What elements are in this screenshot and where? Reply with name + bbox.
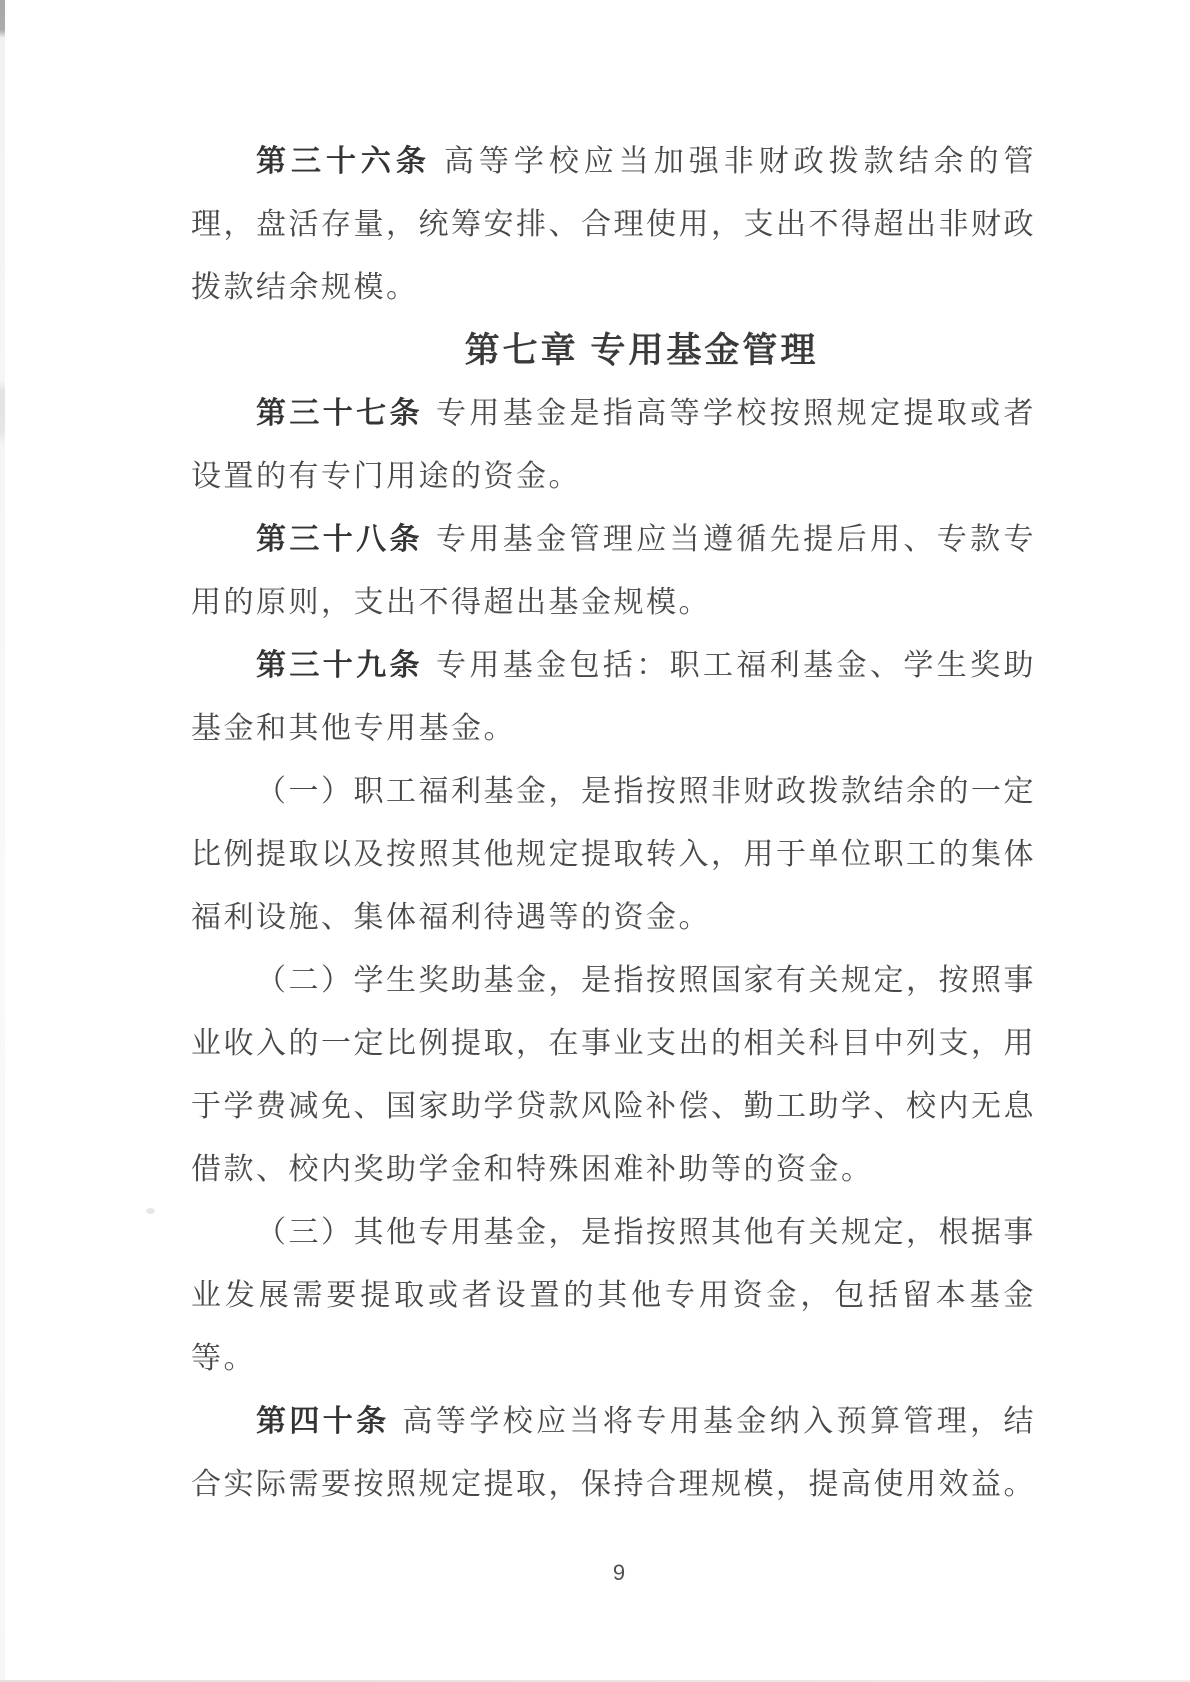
article-number: 第三十六条 [256, 145, 431, 178]
scan-speck [146, 1208, 155, 1214]
list-item-paragraph [191, 949, 1036, 1201]
article-paragraph [191, 634, 1036, 760]
article-paragraph [191, 508, 1036, 634]
article-text: 高等学校应当将专用基金纳入预算管理，结合实际需要按照规定提取，保持合理规模，提高使用效益。 [191, 1405, 1037, 1501]
article-paragraph [191, 382, 1036, 508]
list-item-paragraph [191, 1201, 1036, 1390]
article-text: 专用基金包括：职工福利基金、学生奖助基金和其他专用基金。 [191, 649, 1037, 745]
article-paragraph [191, 1390, 1036, 1516]
page-number: 9 [612, 1560, 626, 1585]
article-text: （三）其他专用基金，是指按照其他有关规定，根据事业发展需要提取或者设置的其他专用资金，包括留本基金等。 [191, 1216, 1036, 1375]
article-text: （一）职工福利基金，是指按照非财政拨款结余的一定比例提取以及按照其他规定提取转入，用于单位职工的集体福利设施、集体福利待遇等的资金。 [191, 775, 1036, 934]
list-item-paragraph [191, 760, 1036, 949]
article-text: 专用基金管理应当遵循先提后用、专款专用的原则，支出不得超出基金规模。 [191, 523, 1037, 619]
chapter-heading: 第七章 专用基金管理 [464, 331, 819, 370]
article-text: 专用基金是指高等学校按照规定提取或者设置的有专门用途的资金。 [191, 397, 1037, 493]
article-text: （二）学生奖助基金，是指按照国家有关规定，按照事业收入的一定比例提取，在事业支出的相关科目中列支，用于学费减免、国家助学贷款风险补偿、勤工助学、校内无息借款、校内奖助学金和特殊困难补助等的资金。 [191, 964, 1036, 1186]
article-number: 第三十八条 [256, 523, 423, 556]
article-number: 第四十条 [256, 1405, 390, 1438]
article-number: 第三十九条 [256, 649, 423, 682]
article-number: 第三十七条 [256, 397, 423, 430]
document-text-block [191, 130, 1036, 1516]
scan-edge-artifact-left [0, 0, 5, 1682]
article-paragraph [191, 130, 1036, 319]
article-text: 高等学校应当加强非财政拨款结余的管理，盘活存量，统筹安排、合理使用，支出不得超出非财政拨款结余规模。 [191, 145, 1037, 304]
